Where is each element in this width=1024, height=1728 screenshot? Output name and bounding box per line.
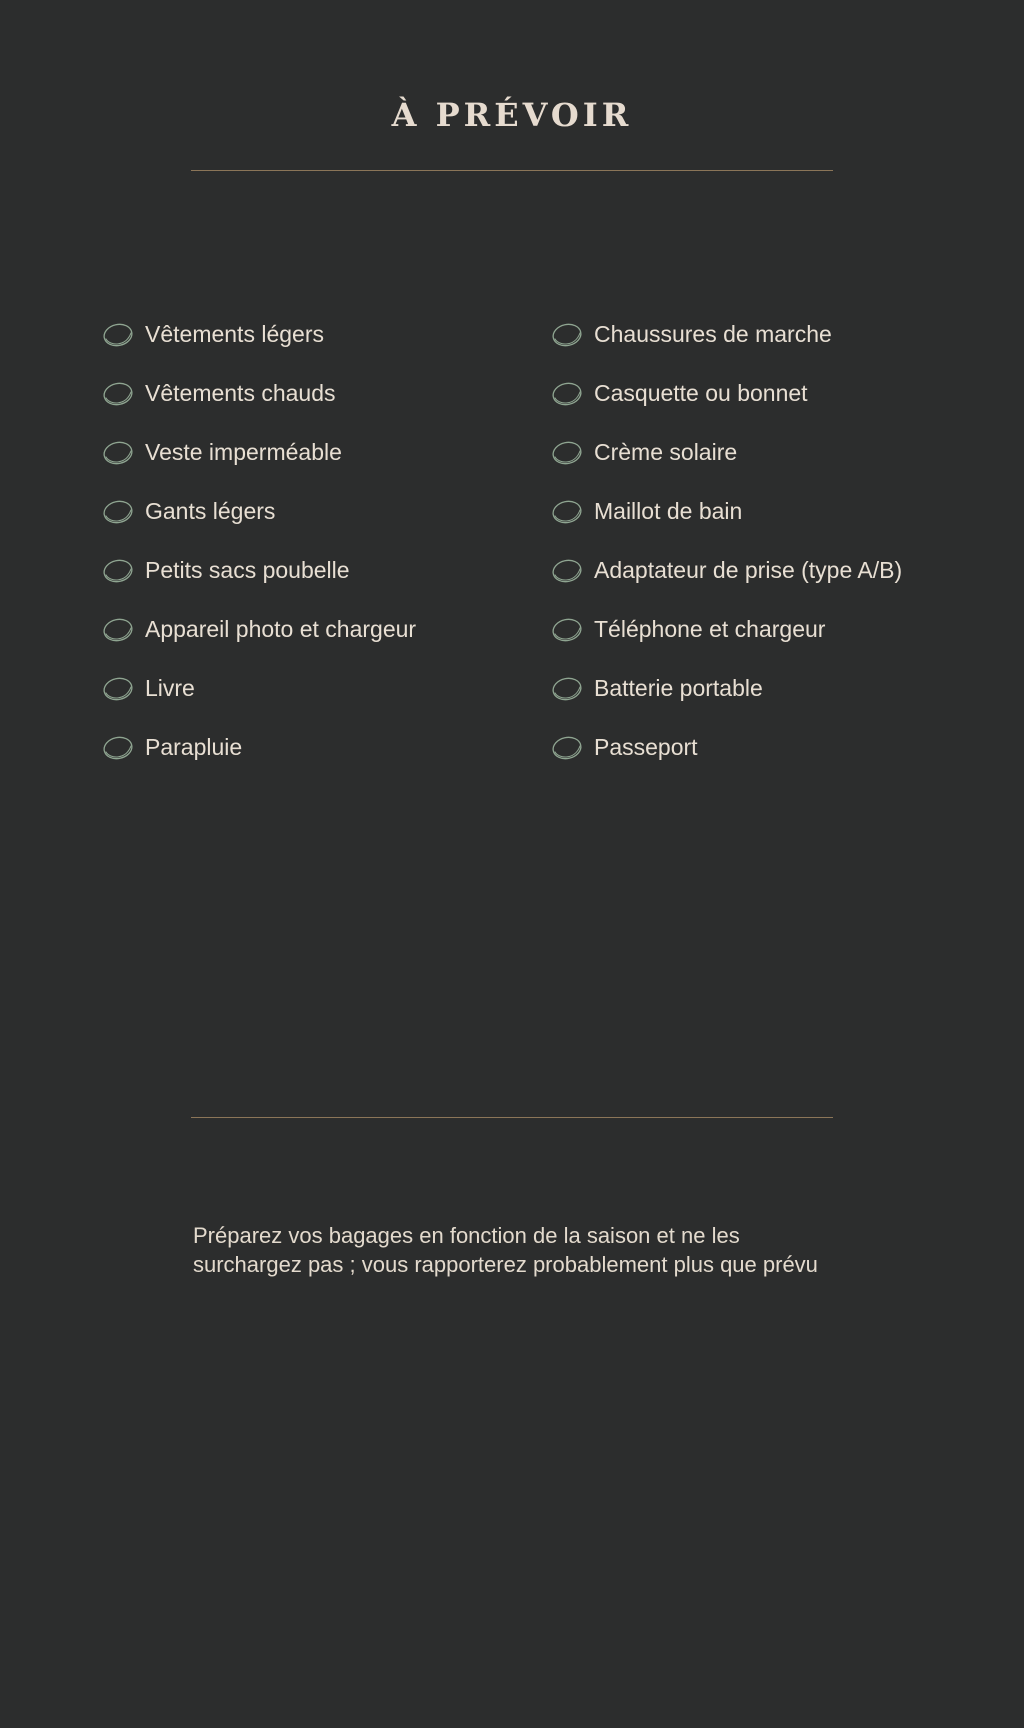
circle-checkbox-icon[interactable] [102, 735, 134, 761]
checklist-item-label: Appareil photo et chargeur [145, 616, 417, 642]
circle-checkbox-icon[interactable] [551, 676, 583, 702]
circle-checkbox-icon[interactable] [551, 499, 583, 525]
checklist-item[interactable] [102, 659, 416, 718]
circle-checkbox-icon[interactable] [551, 558, 583, 584]
checklist-item-label: Téléphone et chargeur [594, 616, 826, 642]
checklist-item-label: Casquette ou bonnet [594, 380, 808, 406]
checklist-item-label: Vêtements légers [145, 321, 324, 347]
checklist-item[interactable] [102, 718, 416, 777]
checklist-right-column [551, 305, 902, 777]
circle-checkbox-icon[interactable] [102, 558, 134, 584]
checklist-item[interactable] [551, 659, 902, 718]
circle-checkbox-icon[interactable] [102, 440, 134, 466]
page-title: À PRÉVOIR [391, 96, 633, 134]
checklist-item[interactable] [102, 423, 416, 482]
circle-checkbox-icon[interactable] [102, 499, 134, 525]
checklist-item-label: Adaptateur de prise (type A/B) [594, 557, 903, 583]
circle-checkbox-icon[interactable] [551, 735, 583, 761]
checklist-item[interactable] [551, 718, 902, 777]
checklist-item-label: Veste imperméable [145, 439, 342, 465]
checklist-item[interactable] [551, 423, 902, 482]
checklist-item[interactable] [551, 600, 902, 659]
checklist-item[interactable] [551, 305, 902, 364]
circle-checkbox-icon[interactable] [551, 322, 583, 348]
checklist-item-label: Crème solaire [594, 439, 738, 465]
checklist-item-label: Passeport [594, 734, 698, 760]
circle-checkbox-icon[interactable] [551, 381, 583, 407]
checklist-item-label: Livre [145, 675, 195, 701]
circle-checkbox-icon[interactable] [102, 381, 134, 407]
checklist-item-label: Maillot de bain [594, 498, 743, 524]
checklist-item-label: Petits sacs poubelle [145, 557, 350, 583]
checklist-item[interactable] [102, 305, 416, 364]
checklist-item-label: Batterie portable [594, 675, 763, 701]
checklist-item[interactable] [551, 541, 902, 600]
checklist-left-column [102, 305, 416, 777]
checklist-item-label: Parapluie [145, 734, 243, 760]
checklist-item[interactable] [551, 482, 902, 541]
checklist-item-label: Chaussures de marche [594, 321, 832, 347]
circle-checkbox-icon[interactable] [551, 617, 583, 643]
packing-tip: Préparez vos bagages en fonction de la saison et ne les surchargez pas ; vous rapporterez probablement plus que prévu [193, 1223, 818, 1277]
checklist-item-label: Gants légers [145, 498, 276, 524]
circle-checkbox-icon[interactable] [102, 322, 134, 348]
checklist-item[interactable] [102, 600, 416, 659]
bottom-divider [191, 1117, 833, 1118]
checklist-item[interactable] [102, 541, 416, 600]
circle-checkbox-icon[interactable] [102, 617, 134, 643]
checklist-item[interactable] [102, 482, 416, 541]
circle-checkbox-icon[interactable] [551, 440, 583, 466]
checklist-item-label: Vêtements chauds [145, 380, 336, 406]
top-divider [191, 170, 833, 171]
checklist-item[interactable] [102, 364, 416, 423]
checklist-item[interactable] [551, 364, 902, 423]
circle-checkbox-icon[interactable] [102, 676, 134, 702]
